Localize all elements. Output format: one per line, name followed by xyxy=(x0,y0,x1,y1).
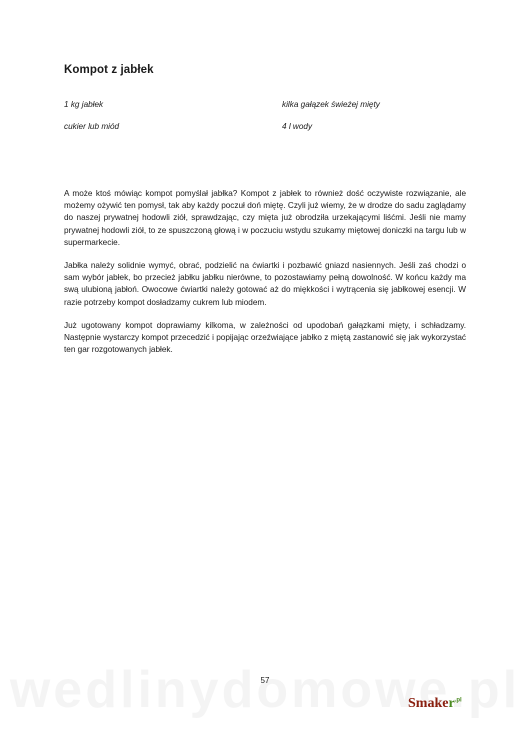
ingredient-row xyxy=(64,122,464,144)
recipe-body xyxy=(64,188,466,367)
logo-main-text: Smake xyxy=(408,696,449,711)
paragraph: Jabłka należy solidnie wymyć, obrać, podzielić na ćwiartki i pozbawić gniazd nasiennych. Jeśli zaś chodzi o sam wybór jabłek, bo przecież jabłku jabłku nierówne, to pozostawiamy pełną dowolność. W końcu każdy ma swą ulubioną jabłoń. Owocowe ćwiartki należy gotować aż do miękkości i wytrącenia się jabłkowej esencji. W razie potrzeby kompot dosładzamy cukrem lub miodem. xyxy=(64,261,466,307)
paragraph: A może ktoś mówiąc kompot pomyślał jabłka? Kompot z jabłek to również dość oczywiste rozwiązanie, ale możemy ożywić ten pomysł, tak aby każdy poczuł doń miętę. Czyli już wiemy, że w drodze do sadu zaglądamy do naszej prywatnej hodowli ziół, sprawdzając, czy mięta już obrodziła urzekającymi liśćmi. Jeśli nie mamy prywatnej hodowli ziół, to ze spuszczoną głową i w poczuciu wstydu szukamy miętowej doniczki na targu lub w supermarkecie. xyxy=(64,189,466,247)
page-number: 57 xyxy=(260,676,270,685)
ingredient-item: cukier lub miód xyxy=(64,122,120,131)
recipe-title: Kompot z jabłek xyxy=(64,64,154,76)
ingredients-list xyxy=(64,100,464,144)
ingredient-item: 4 l wody xyxy=(282,122,313,131)
logo-suffix: .pl xyxy=(454,697,462,704)
paragraph: Już ugotowany kompot doprawiamy kilkoma, w zależności od upodobań gałązkami mięty, i schładzamy. Następnie wystarczy kompot przecedzić i popijając orzeźwiające jabłko z miętą zastanowić się jak wykorzystać ten gar rozgotowanych jabłek. xyxy=(64,320,466,355)
ingredient-row xyxy=(64,100,464,122)
logo-accent-text: r xyxy=(448,696,455,711)
ingredient-item: kilka gałązek świeżej mięty xyxy=(282,100,380,109)
ingredient-item: 1 kg jabłek xyxy=(64,100,104,109)
smaker-logo xyxy=(408,696,462,712)
